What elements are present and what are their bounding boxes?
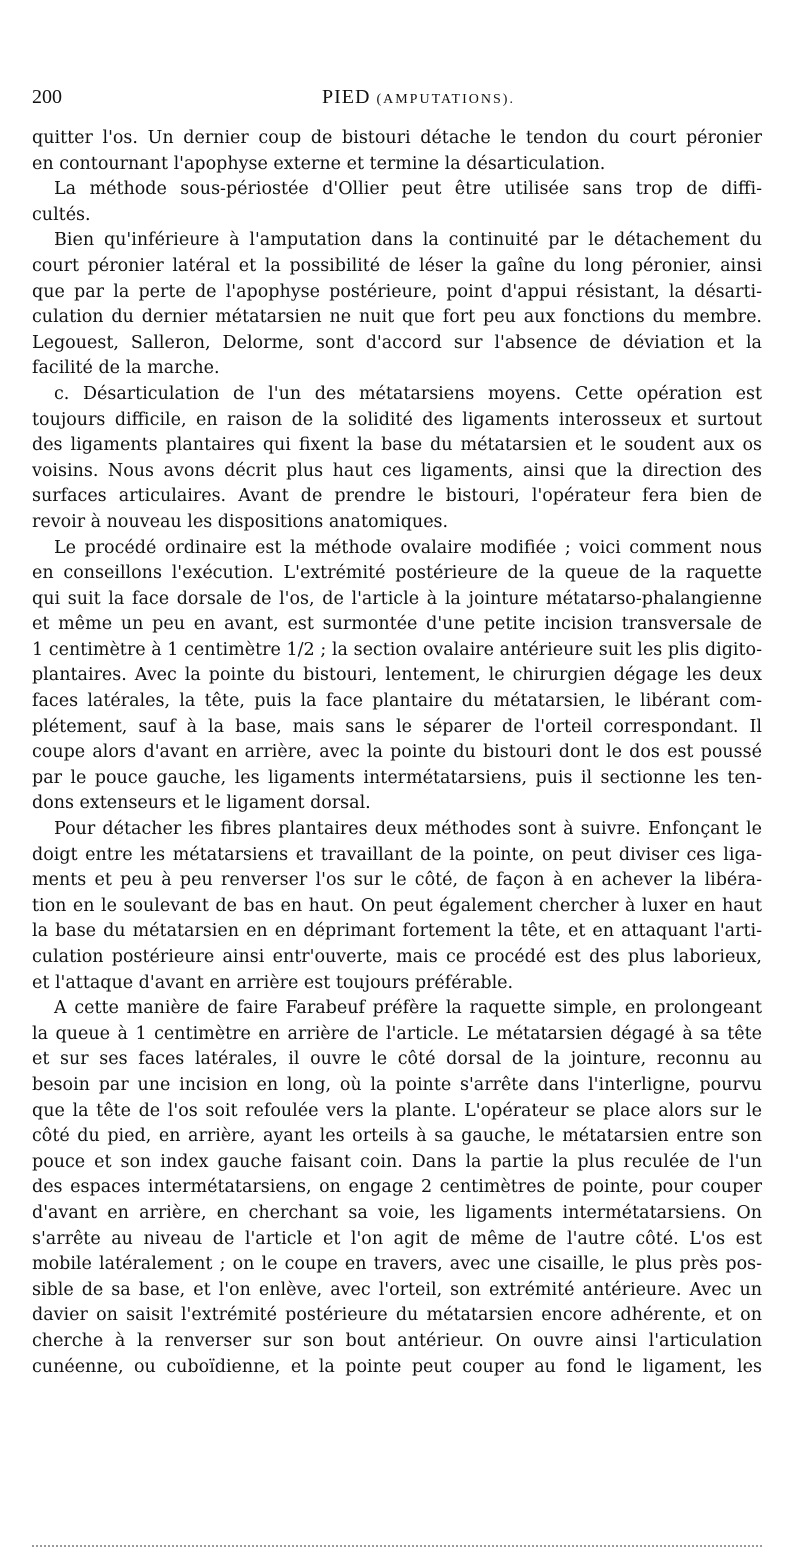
text-line: 1 centimètre à 1 centimètre 1/2 ; la section ovalaire antérieure suit les plis digito- xyxy=(32,639,762,660)
text-line: plétement, sauf à la base, mais sans le séparer de l'orteil correspondant. Il xyxy=(32,716,762,737)
text-line: la queue à 1 centimètre en arrière de l'article. Le métatarsien dégagé à sa tête xyxy=(32,1023,762,1044)
text-line: cultés. xyxy=(32,204,91,225)
text-line: des ligaments plantaires qui fixent la base du métatarsien et le soudent aux os xyxy=(32,435,762,456)
text-line: d'avant en arrière, en cherchant sa voie, les ligaments intermétatarsiens. On xyxy=(32,1202,762,1223)
text-line: que la tête de l'os soit refoulée vers la plante. L'opérateur se place alors sur le xyxy=(32,1100,762,1121)
page-header xyxy=(32,86,762,116)
text-line: qui suit la face dorsale de l'os, de l'article à la jointure métatarso-phalangienne xyxy=(32,588,762,609)
text-line: des espaces intermétatarsiens, on engage 2 centimètres de pointe, pour couper xyxy=(32,1177,762,1198)
body-text xyxy=(32,126,762,1380)
section-heading-line: c. Désarticulation de l'un des métatarsiens moyens. Cette opération est xyxy=(54,383,762,404)
text-line: pouce et son index gauche faisant coin. Dans la partie la plus reculée de l'un xyxy=(32,1151,762,1172)
text-line: et l'attaque d'avant en arrière est toujours préférable. xyxy=(32,972,514,993)
text-line: Legouest, Salleron, Delorme, sont d'accord sur l'absence de déviation et la xyxy=(32,332,762,353)
text-line: voisins. Nous avons décrit plus haut ces ligaments, ainsi que la direction des xyxy=(32,460,762,481)
text-line: plantaires. Avec la pointe du bistouri, lentement, le chirurgien dégage les deux xyxy=(32,665,762,686)
text-line: la base du métatarsien en en déprimant fortement la tête, et en attaquant l'arti- xyxy=(32,921,762,942)
text-line: A cette manière de faire Farabeuf préfère la raquette simple, en prolongeant xyxy=(54,998,762,1019)
text-line: par le pouce gauche, les ligaments intermétatarsiens, puis il sectionne les ten- xyxy=(32,767,762,788)
text-line: et sur ses faces latérales, il ouvre le côté dorsal de la jointure, reconnu au xyxy=(32,1049,762,1070)
text-line: s'arrête au niveau de l'article et l'on agit de même de l'autre côté. L'os est xyxy=(32,1228,762,1249)
text-line: ments et peu à peu renverser l'os sur le côté, de façon à en achever la libéra- xyxy=(32,870,762,891)
text-line: sible de sa base, et l'on enlève, avec l'orteil, son extrémité antérieure. Avec un xyxy=(32,1279,762,1300)
text-line: côté du pied, en arrière, ayant les orteils à sa gauche, le métatarsien entre son xyxy=(32,1126,762,1147)
running-title-main: PIED xyxy=(322,86,371,108)
running-title xyxy=(322,86,515,109)
text-line: Bien qu'inférieure à l'amputation dans la continuité par le détachement du xyxy=(54,230,762,251)
text-line: faces latérales, la tête, puis la face plantaire du métatarsien, le libérant com- xyxy=(32,691,762,712)
text-line: davier on saisit l'extrémité postérieure du métatarsien encore adhérente, et on xyxy=(32,1305,762,1326)
text-line: que par la perte de l'apophyse postérieure, point d'appui résistant, la désarti- xyxy=(32,281,762,302)
footer-dotted-rule xyxy=(32,1535,762,1547)
text-line: culation du dernier métatarsien ne nuit que fort peu aux fonctions du membre. xyxy=(32,307,762,328)
page-number: 200 xyxy=(32,86,62,108)
text-line: facilité de la marche. xyxy=(32,358,220,379)
text-line: court péronier latéral et la possibilité de léser la gaîne du long péronier, ainsi xyxy=(32,255,762,276)
text-line: tion en le soulevant de bas en haut. On peut également chercher à luxer en haut xyxy=(32,895,762,916)
text-line: quitter l'os. Un dernier coup de bistouri détache le tendon du court péronier xyxy=(32,128,762,148)
text-line: coupe alors d'avant en arrière, avec la pointe du bistouri dont le dos est poussé xyxy=(32,742,762,763)
text-line: en conseillons l'exécution. L'extrémité postérieure de la queue de la raquette xyxy=(32,563,762,584)
text-line: Le procédé ordinaire est la méthode ovalaire modifiée ; voici comment nous xyxy=(54,537,762,558)
text-line: doigt entre les métatarsiens et travaillant de la pointe, on peut diviser ces liga- xyxy=(32,844,762,865)
text-line: dons extenseurs et le ligament dorsal. xyxy=(32,793,371,814)
text-line: culation postérieure ainsi entr'ouverte, mais ce procédé est des plus laborieux, xyxy=(32,947,762,967)
running-title-subtitle: (AMPUTATIONS). xyxy=(376,92,515,107)
text-line: besoin par une incision en long, où la pointe s'arrête dans l'interligne, pourvu xyxy=(32,1074,762,1095)
text-line: toujours difficile, en raison de la solidité des ligaments interosseux et surtout xyxy=(32,409,762,430)
text-line: La méthode sous-périostée d'Ollier peut être utilisée sans trop de diffi- xyxy=(54,179,762,200)
text-line: mobile latéralement ; on le coupe en travers, avec une cisaille, le plus près pos- xyxy=(32,1254,762,1275)
text-line: en contournant l'apophyse externe et termine la désarticulation. xyxy=(32,153,606,174)
text-line: cunéenne, ou cuboïdienne, et la pointe peut couper au fond le ligament, les xyxy=(32,1356,762,1377)
text-line: et même un peu en avant, est surmontée d'une petite incision transversale de xyxy=(32,614,762,635)
text-line: surfaces articulaires. Avant de prendre le bistouri, l'opérateur fera bien de xyxy=(32,486,762,507)
text-line: cherche à la renverser sur son bout antérieur. On ouvre ainsi l'articulation xyxy=(32,1330,762,1351)
text-line: Pour détacher les fibres plantaires deux méthodes sont à suivre. Enfonçant le xyxy=(54,819,762,840)
text-line: revoir à nouveau les dispositions anatomiques. xyxy=(32,511,449,532)
